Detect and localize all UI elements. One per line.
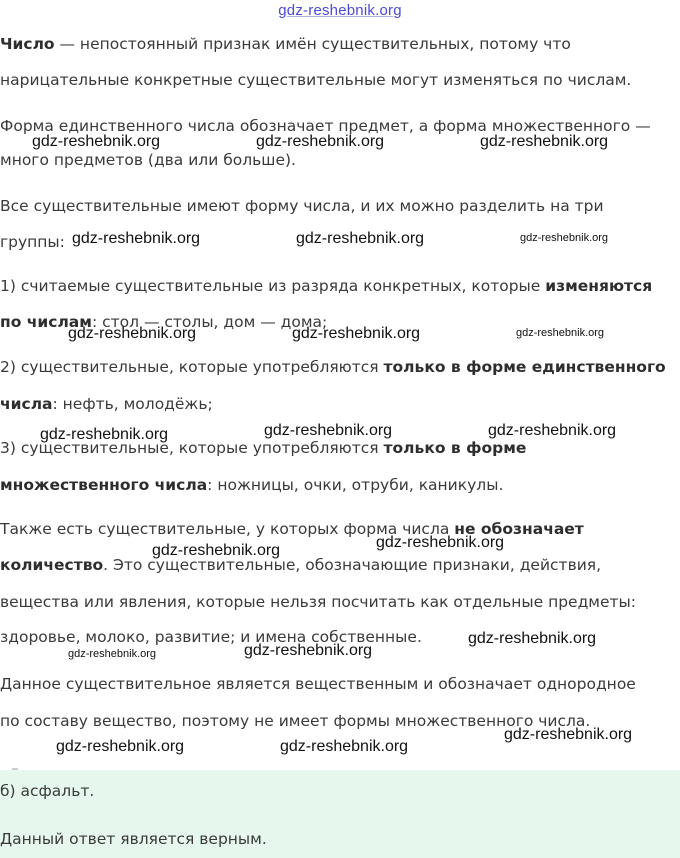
watermark: gdz-reshebnik.org <box>504 726 633 743</box>
paragraph-1-line-1 <box>0 34 571 54</box>
text-span: 1) считаемые существительные из разряда конкретных, которые <box>0 277 546 295</box>
watermark: gdz-reshebnik.org <box>292 325 421 342</box>
text-span: : стол — столы, дом — дома; <box>91 313 328 331</box>
watermark: gdz-reshebnik.org <box>68 648 157 660</box>
text-span: 2) существительные, которые употребляются <box>0 358 384 376</box>
watermark: gdz-reshebnik.org <box>296 230 425 247</box>
paragraph-4-line-3: вещества или явления, которые нельзя посчитать как отдельные предметы: <box>0 593 637 611</box>
answer-choice: б) асфальт. <box>0 782 95 800</box>
group-2-line-1 <box>0 357 666 377</box>
paragraph-4-line-2 <box>0 555 601 575</box>
group-3-line-2 <box>0 475 503 495</box>
paragraph-2-line-1: Форма единственного числа обозначает предмет, а форма множественного — <box>0 117 651 135</box>
watermark: gdz-reshebnik.org <box>488 422 617 439</box>
paragraph-5-line-1: Данное существительное является вещественным и обозначает однородное <box>0 675 636 693</box>
bold-span: только в форме <box>383 439 527 457</box>
text-span: 3) существительные, которые употребляются <box>0 439 384 457</box>
watermark: gdz-reshebnik.org <box>480 133 609 150</box>
watermark: gdz-reshebnik.org <box>280 738 409 755</box>
bold-span: по числам <box>0 313 92 331</box>
watermark: gdz-reshebnik.org <box>376 534 505 551</box>
watermark: gdz-reshebnik.org <box>256 133 385 150</box>
term-bold: Число <box>0 35 55 53</box>
bold-span: числа <box>0 395 53 413</box>
paragraph-2-line-2: много предметов (два или больше). <box>0 151 296 169</box>
watermark: gdz-reshebnik.org <box>520 232 609 244</box>
text-span: : ножницы, очки, отруби, каникулы. <box>207 476 504 494</box>
answer-verdict: Данный ответ является верным. <box>0 830 267 848</box>
paragraph-3-line-2: группы: <box>0 233 65 251</box>
text-span: : нефть, молодёжь; <box>52 395 213 413</box>
paragraph-3-line-1: Все существительные имеют форму числа, и их можно разделить на три <box>0 197 604 215</box>
watermark: gdz-reshebnik.org <box>468 630 597 647</box>
watermark: gdz-reshebnik.org <box>72 230 201 247</box>
bold-span: не обозначает <box>454 520 584 538</box>
text-span: Также есть существительные, у которых форма числа <box>0 520 455 538</box>
group-1-line-1 <box>0 276 652 296</box>
paragraph-4-line-4: здоровье, молоко, развитие; и имена собственные. <box>0 628 422 646</box>
watermark: gdz-reshebnik.org <box>68 325 197 342</box>
header-watermark: gdz-reshebnik.org <box>278 2 402 19</box>
watermark: gdz-reshebnik.org <box>264 422 393 439</box>
watermark: gdz-reshebnik.org <box>56 738 185 755</box>
paragraph-5-line-2: по составу вещество, поэтому не имеет формы множественного числа. <box>0 712 591 730</box>
watermark: gdz-reshebnik.org <box>40 426 169 443</box>
bold-span: количество <box>0 556 104 574</box>
watermark: gdz-reshebnik.org <box>516 327 605 339</box>
bold-span: только в форме единственного <box>383 358 666 376</box>
text-span: — непостоянный признак имён существительных, потому что <box>54 35 571 53</box>
bold-span: изменяются <box>545 277 653 295</box>
watermark: gdz-reshebnik.org <box>32 133 161 150</box>
text-span: . Это существительные, обозначающие признаки, действия, <box>103 556 602 574</box>
watermark: gdz-reshebnik.org <box>152 542 281 559</box>
paragraph-1-line-2: нарицательные конкретные существительные могут изменяться по числам. <box>0 71 632 89</box>
group-2-line-2 <box>0 394 213 414</box>
watermark: gdz-reshebnik.org <box>244 642 373 659</box>
bold-span: множественного числа <box>0 476 208 494</box>
